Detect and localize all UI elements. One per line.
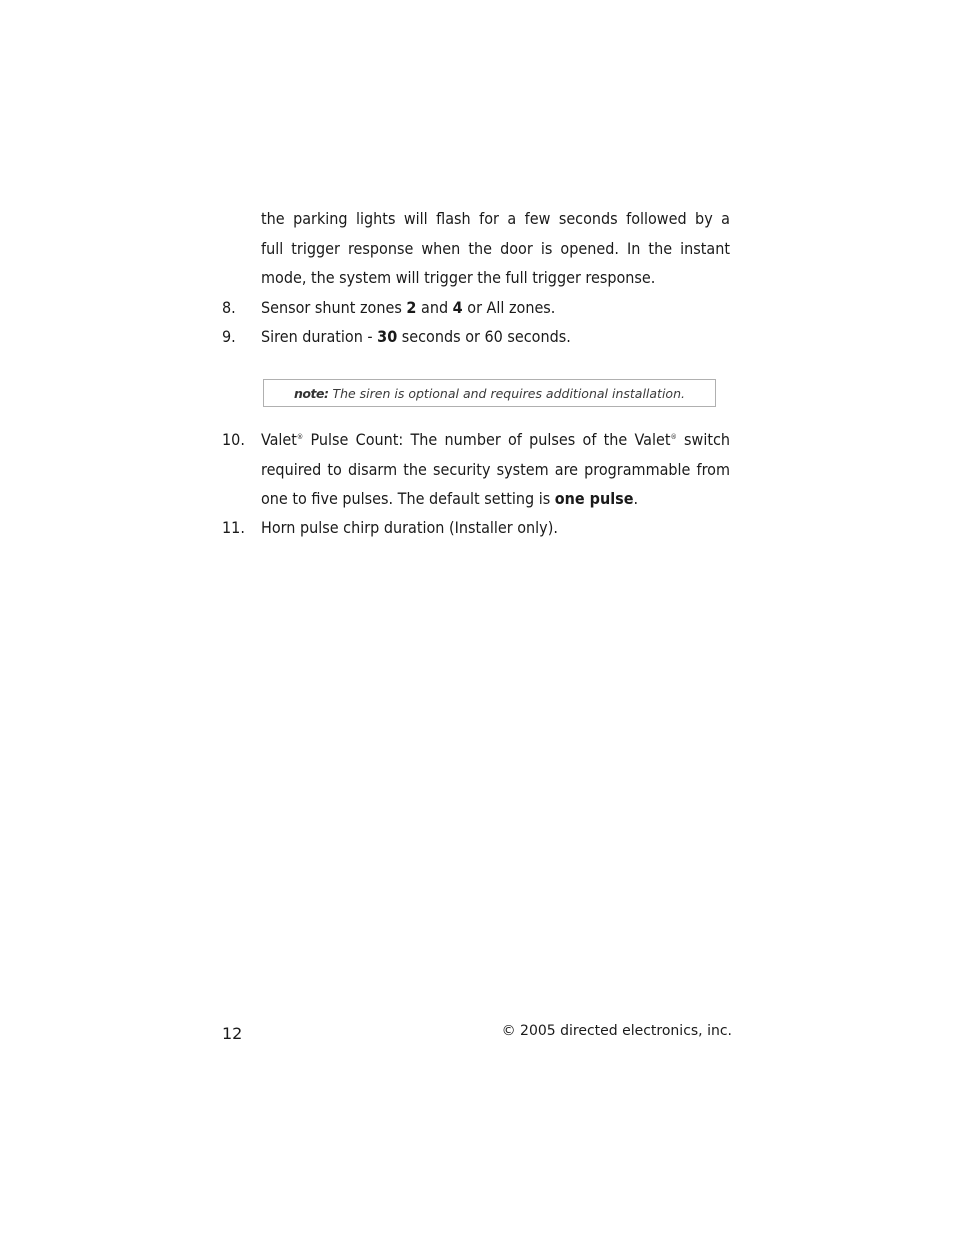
text-run: seconds or 60 seconds. (397, 327, 571, 346)
zone-value: 4 (452, 298, 463, 317)
text-run: switch (676, 430, 730, 449)
registered-mark: ® (670, 433, 677, 441)
intro-paragraph (261, 204, 730, 293)
item10-line (261, 425, 730, 455)
text-run: and (416, 298, 453, 317)
intro-line: full trigger response when the door is opened. In the instant (261, 238, 730, 258)
text-run: Valet (261, 430, 297, 449)
text-run: Pulse Count: The number of pulses of the Valet (303, 430, 671, 449)
copyright-notice: © 2005 directed electronics, inc. (501, 1023, 732, 1039)
item10-line: required to disarm the security system are programmable from (261, 459, 730, 479)
page-number: 12 (222, 1024, 243, 1043)
list-item-number: 11. (222, 518, 245, 537)
text-run: Siren duration - (261, 327, 378, 346)
text-run: or All zones. (462, 298, 556, 317)
note-box (263, 379, 716, 407)
registered-mark: ® (296, 433, 304, 441)
default-value: 30 (377, 327, 398, 346)
list-item-text (261, 322, 730, 352)
intro-line: mode, the system will trigger the full trigger response. (261, 268, 656, 287)
list-item-text (261, 293, 730, 323)
list-item-number: 8. (222, 298, 236, 317)
text-run: one to five pulses. The default setting is (261, 489, 555, 508)
item10-line (261, 484, 730, 514)
intro-line: the parking lights will flash for a few seconds followed by a (261, 209, 730, 228)
text-run: . (633, 489, 639, 508)
note-label: note: (294, 386, 329, 401)
text-run: Sensor shunt zones (261, 298, 407, 317)
zone-value: 2 (406, 298, 417, 317)
list-item-text (261, 425, 730, 514)
note-text: The siren is optional and requires additional installation. (328, 386, 685, 401)
list-item-number: 9. (222, 327, 236, 346)
list-item-number: 10. (222, 430, 245, 449)
default-value: one pulse (554, 489, 634, 508)
list-item-text: Horn pulse chirp duration (Installer only). (261, 518, 558, 537)
